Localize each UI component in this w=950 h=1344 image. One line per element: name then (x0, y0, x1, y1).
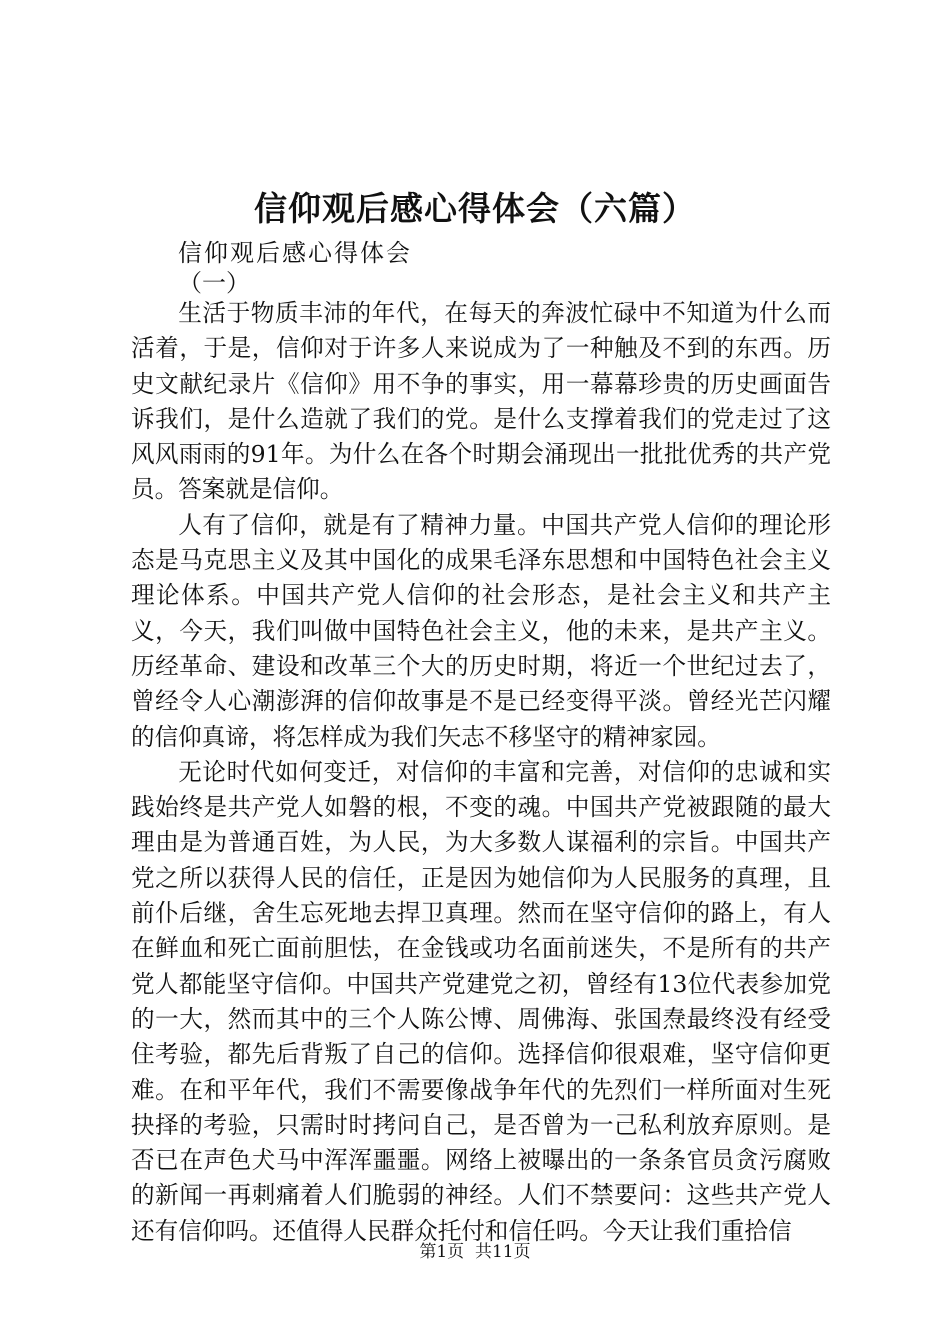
paragraph-1: 生活于物质丰沛的年代，在每天的奔波忙碌中不知道为什么而活着，于是，信仰对于许多人来说成为了一种触及不到的东西。历史文献纪录片《信仰》用不争的事实，用一幕幕珍贵的历史画面告诉我们，是什么造就了我们的党。是什么支撑着我们的党走过了这风风雨雨的91年。为什么在各个时期会涌现出一批批优秀的共产党员。答案就是信仰。 (131, 299, 831, 504)
section-number: （一） (178, 269, 250, 297)
subtitle: 信仰观后感心得体会 (178, 239, 412, 267)
page-title: 信仰观后感心得体会（六篇） (254, 189, 696, 228)
paragraph-2: 人有了信仰，就是有了精神力量。中国共产党人信仰的理论形态是马克思主义及其中国化的成果毛泽东思想和中国特色社会主义理论体系。中国共产党人信仰的社会形态，是社会主义和共产主义，今天，我们叫做中国特色社会主义，他的未来，是共产主义。历经革命、建设和改革三个大的历史时期，将近一个世纪过去了，曾经令人心潮澎湃的信仰故事是不是已经变得平淡。曾经光芒闪耀的信仰真谛，将怎样成为我们矢志不移坚守的精神家园。 (131, 510, 831, 751)
page-footer: 第1页 共11页 (419, 1242, 531, 1262)
body-text (131, 296, 831, 1249)
paragraph-3: 无论时代如何变迁，对信仰的丰富和完善，对信仰的忠诚和实践始终是共产党人如磐的根，不变的魂。中国共产党被跟随的最大理由是为普通百姓，为人民，为大多数人谋福利的宗旨。中国共产党之所以获得人民的信任，正是因为她信仰为人民服务的真理，且前仆后继，舍生忘死地去捍卫真理。然而在坚守信仰的路上，有人在鲜血和死亡面前胆怯，在金钱或功名面前迷失，不是所有的共产党人都能坚守信仰。中国共产党建党之初，曾经有13位代表参加党的一大，然而其中的三个人陈公博、周佛海、张国焘最终没有经受住考验，都先后背叛了自己的信仰。选择信仰很艰难，坚守信仰更难。在和平年代，我们不需要像战争年代的先烈们一样所面对生死抉择的考验，只需时时拷问自己，是否曾为一己私利放弃原则。是否已在声色犬马中浑浑噩噩。网络上被曝出的一条条官员贪污腐败的新闻一再刺痛着人们脆弱的神经。人们不禁要问：这些共产党人还有信仰吗。还值得人民群众托付和信任吗。今天让我们重拾信 (131, 757, 831, 1245)
